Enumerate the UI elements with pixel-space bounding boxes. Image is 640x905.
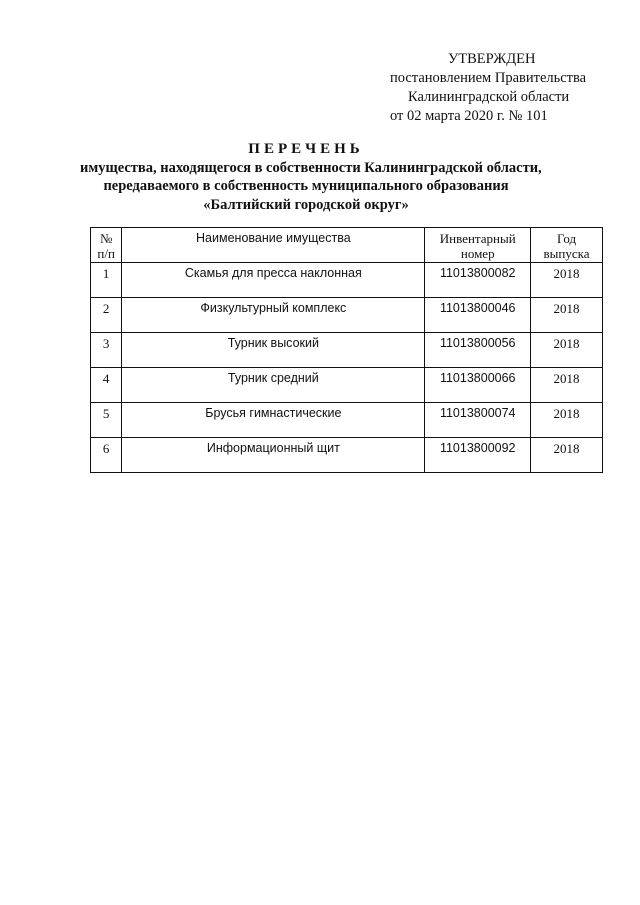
table-row	[91, 438, 603, 473]
table-row	[91, 368, 603, 403]
row-num: 1	[91, 263, 122, 298]
row-year: 2018	[531, 263, 603, 298]
approval-region: Калининградской области	[408, 89, 570, 105]
row-year: 2018	[531, 333, 603, 368]
table-row	[91, 403, 603, 438]
document-heading: ПЕРЕЧЕНЬ	[248, 141, 364, 157]
row-num: 5	[91, 403, 122, 438]
header-name: Наименование имущества	[122, 228, 425, 263]
table-body	[91, 263, 603, 473]
row-name: Информационный щит	[122, 438, 425, 473]
approval-authority: постановлением Правительства	[390, 70, 587, 86]
row-inventory: 11013800082	[425, 263, 531, 298]
row-year: 2018	[531, 438, 603, 473]
row-name: Брусья гимнастические	[122, 403, 425, 438]
row-num: 2	[91, 298, 122, 333]
table-header-row	[91, 228, 603, 263]
table-row	[91, 333, 603, 368]
row-year: 2018	[531, 403, 603, 438]
row-num: 6	[91, 438, 122, 473]
row-inventory: 11013800056	[425, 333, 531, 368]
table-row	[91, 263, 603, 298]
row-name: Турник высокий	[122, 333, 425, 368]
table-row	[91, 298, 603, 333]
row-name: Физкультурный комплекс	[122, 298, 425, 333]
property-table	[90, 227, 603, 473]
document-subtitle-line-1: имущества, находящегося в собственности Калининградской области,	[80, 159, 542, 176]
row-inventory: 11013800092	[425, 438, 531, 473]
row-year: 2018	[531, 298, 603, 333]
row-num: 4	[91, 368, 122, 403]
document-subtitle-line-2: передаваемого в собственность муниципального образования	[103, 178, 509, 194]
row-inventory: 11013800066	[425, 368, 531, 403]
row-name: Скамья для пресса наклонная	[122, 263, 425, 298]
header-year: Год выпуска	[531, 228, 603, 263]
document-title	[80, 140, 542, 214]
header-inventory: Инвентарный номер	[425, 228, 531, 263]
row-num: 3	[91, 333, 122, 368]
approval-date-number: от 02 марта 2020 г. № 101	[390, 108, 548, 124]
row-inventory: 11013800046	[425, 298, 531, 333]
row-name: Турник средний	[122, 368, 425, 403]
approval-stamp	[380, 50, 610, 126]
approval-title: УТВЕРЖДЕН	[448, 51, 536, 67]
header-num: № п/п	[91, 228, 122, 263]
document-subtitle-line-3: «Балтийский городской округ»	[203, 196, 409, 213]
row-year: 2018	[531, 368, 603, 403]
row-inventory: 11013800074	[425, 403, 531, 438]
